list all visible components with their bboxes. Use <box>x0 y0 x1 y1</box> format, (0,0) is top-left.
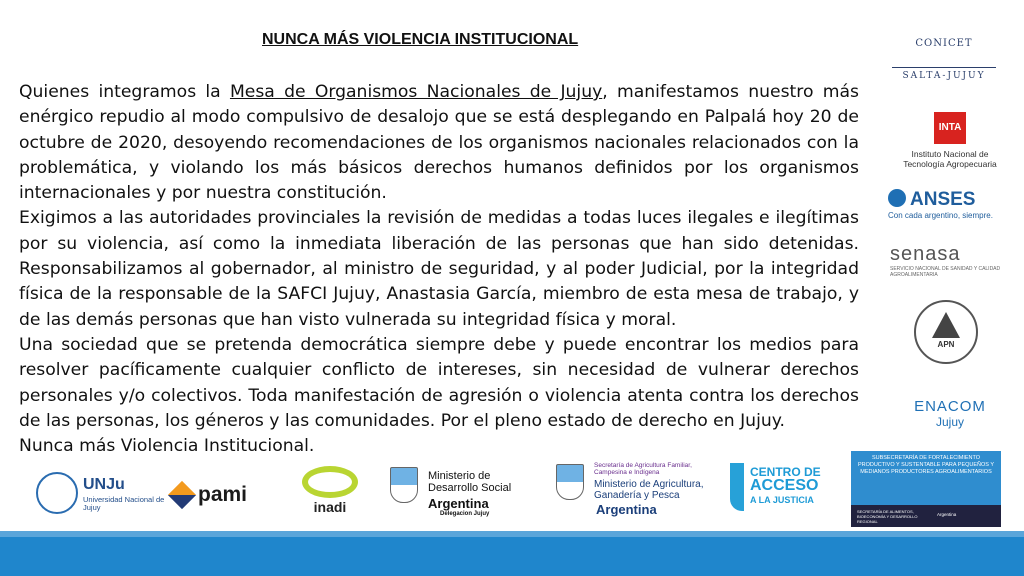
unju-logo: UNJu Universidad Nacional de Jujuy <box>36 472 166 516</box>
ministerio-desarrollo-social-logo: Ministerio de Desarrollo Social Argentina Delegacion Jujuy <box>390 463 520 521</box>
ministerio-agricultura-logo: Secretaría de Agricultura Familiar, Campesina e Indígena Ministerio de Agricultura, Ganadería y Pesca Argentina <box>556 458 712 518</box>
centro-acceso-justicia-logo: CENTRO DE ACCESO A LA JUSTICIA <box>730 463 840 515</box>
inadi-ring-icon <box>302 466 358 498</box>
subsecretaria-footer: SECRETARÍA DE ALIMENTOS, BIOECONOMÍA Y DESARROLLO REGIONAL Argentina <box>851 505 1001 527</box>
apn-logo: APN <box>914 300 978 364</box>
paragraph-1: Quienes integramos la Mesa de Organismos Nacionales de Jujuy, manifestamos nuestro más enérgico repudio al modo compulsivo de desalojo que se está desplegando en Palpalá hoy 20 de octubre de 2020, desoyendo recomendaciones de los organismos nacionales relacionados con la problemática, y violando los más básicos derechos humanos definidos por los organismos internacionales y por nuestra constitución. <box>19 82 859 204</box>
inta-logo: INTA Instituto Nacional de Tecnología Agropecuaria <box>890 112 1010 169</box>
unju-seal-icon <box>36 472 78 514</box>
statement-body <box>19 80 859 459</box>
pami-logo: pami <box>172 483 272 513</box>
inadi-logo: inadi <box>299 466 361 518</box>
conicet-logo: CONICET SALTA-JUJUY <box>884 38 1004 81</box>
subsecretaria-logo: SUBSECRETARÍA DE FORTALECIMIENTO PRODUCTIVO Y SUSTENTABLE PARA PEQUEÑOS Y MEDIANOS PRODUCTORES AGROALIMENTARIOS SECRETARÍA DE ALIMENTOS, BIOECONOMÍA Y DESARROLLO REGIONAL Argentina <box>851 451 1001 527</box>
senasa-logo: senasa SERVICIO NACIONAL DE SANIDAD Y CALIDAD AGROALIMENTARIA <box>890 243 1001 278</box>
acceso-mark-icon <box>730 463 744 511</box>
anses-logo: ANSES Con cada argentino, siempre. <box>888 189 993 220</box>
mesa-organismos-link: Mesa de Organismos Nacionales de Jujuy <box>229 82 603 102</box>
footer-bar <box>0 537 1024 576</box>
anses-icon <box>888 189 906 207</box>
argentina-shield-icon <box>556 464 584 500</box>
mountain-icon <box>932 312 960 338</box>
paragraph-3: Una sociedad que se pretenda democrática siempre debe y puede encontrar los medios para resolver pacíficamente cualquier conflicto de intereses, sin necesidad de vulnerar derechos personales y/o colectivos. Toda manifestación de agresión o violencia atenta contra los derechos de las personas, los géneros y las comunidades. Por el pleno estado de derecho en Jujuy. <box>19 334 859 431</box>
pami-diamond-icon <box>168 481 196 509</box>
argentina-shield-icon <box>390 467 418 503</box>
paragraph-2: Exigimos a las autoridades provinciales la revisión de medidas a todas luces ilegales e ilegítimas por su violencia, así como la inmediata liberación de las personas que han sido detenidas. Responsabilizamos al gobernador, al ministro de seguridad, y al poder Judicial, por la integridad física de la responsable de la SAFCI Jujuy, Anastasia García, miembro de esta mesa de trabajo, y de las demás personas que han visto vulnerada su integridad física y moral. <box>19 208 859 330</box>
page-title: NUNCA MÁS VIOLENCIA INSTITUCIONAL <box>262 31 579 48</box>
divider <box>892 67 996 68</box>
paragraph-4: Nunca más Violencia Institucional. <box>19 436 315 457</box>
enacom-logo: ENACOM Jujuy <box>914 398 986 429</box>
